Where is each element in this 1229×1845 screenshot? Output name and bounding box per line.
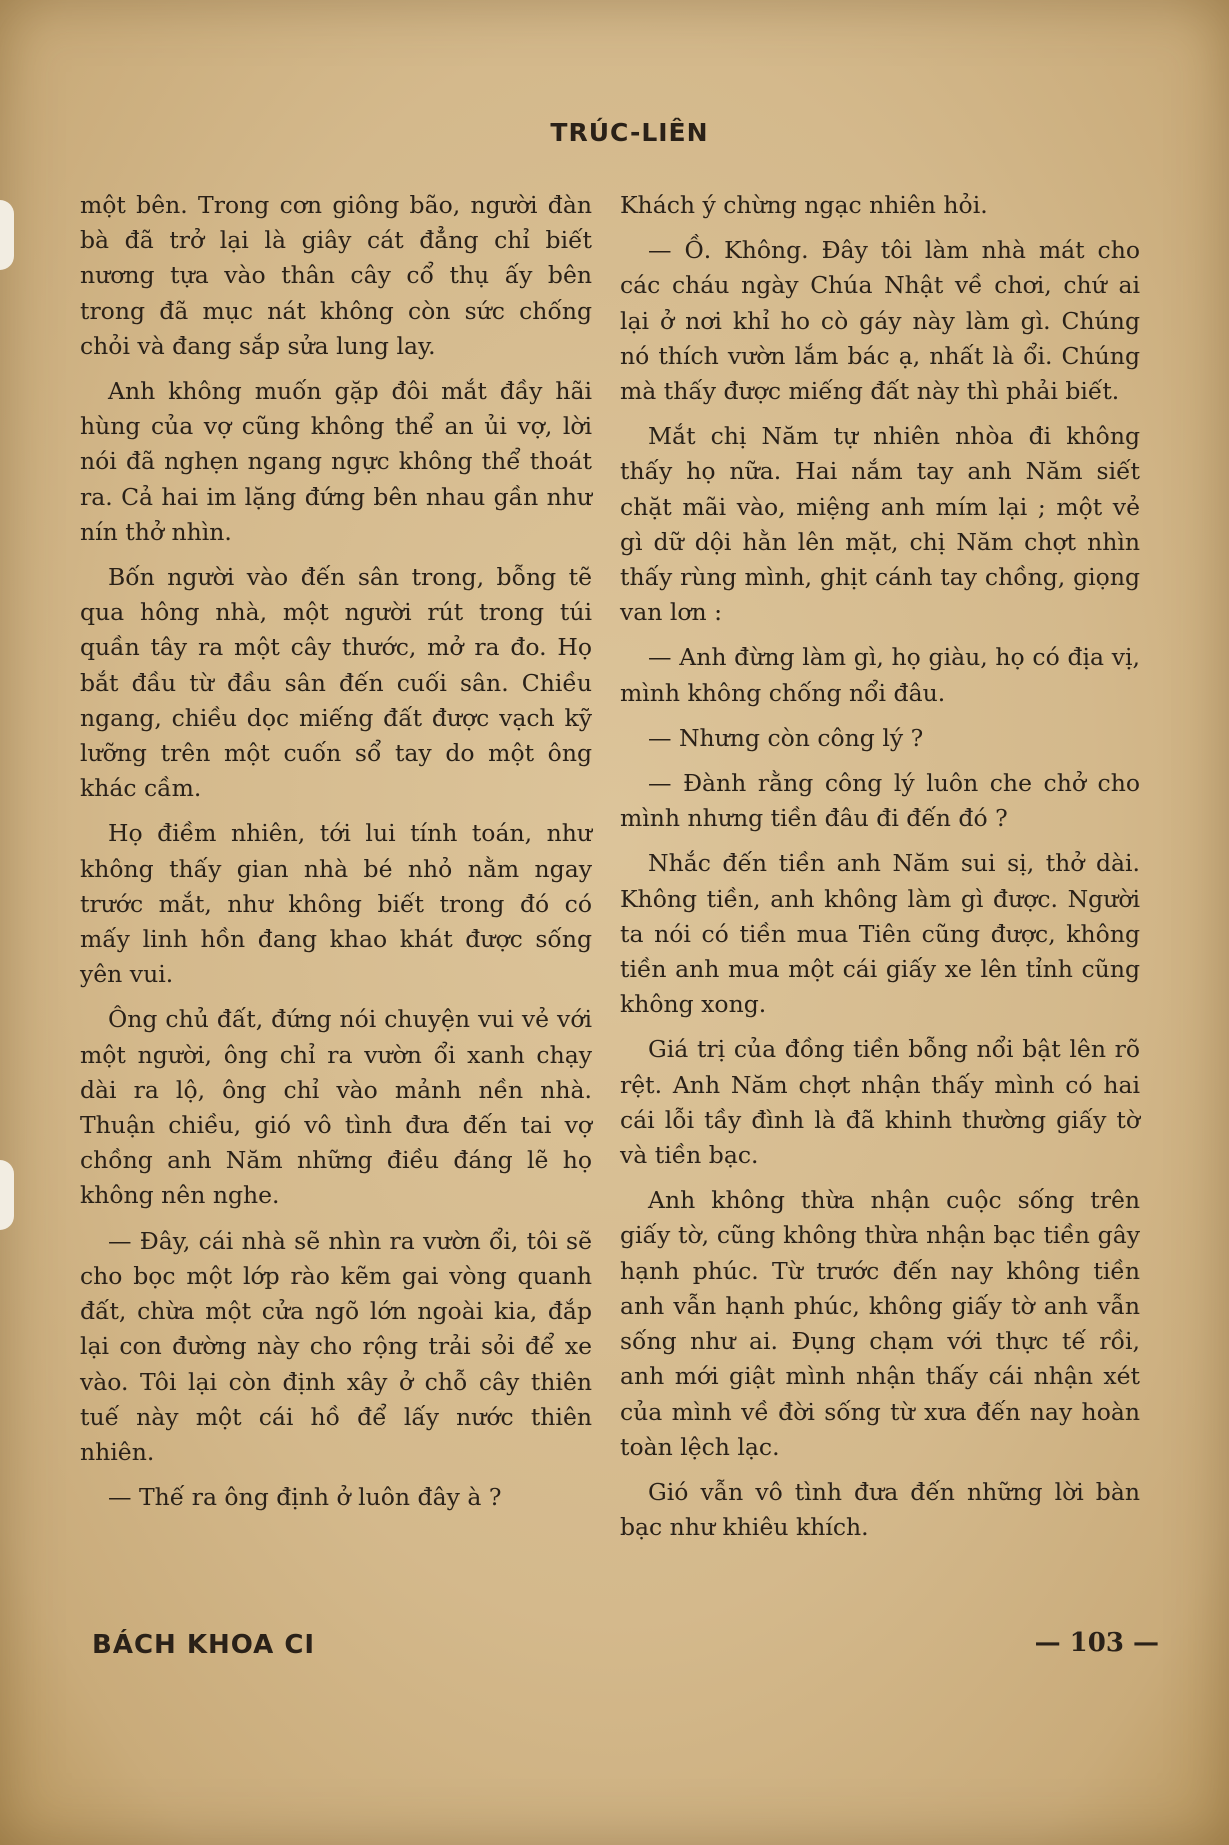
paragraph: Mắt chị Năm tự nhiên nhòa đi không thấy họ nữa. Hai nắm tay anh Năm siết chặt mãi vào, miệng anh mím lại ; một vẻ gì dữ dội hằn lên mặt, chị Năm chợt nhìn thấy rùng mình, ghịt cánh tay chồng, giọng van lơn :: [620, 422, 1140, 627]
paragraph: Khách ý chừng ngạc nhiên hỏi.: [620, 191, 988, 219]
paragraph: Họ điềm nhiên, tới lui tính toán, như không thấy gian nhà bé nhỏ nằm ngay trước mắt, như không biết trong đó có mấy linh hồn đang khao khát được sống yên vui.: [80, 819, 592, 989]
binding-hole: [0, 200, 14, 270]
paragraph: — Đây, cái nhà sẽ nhìn ra vườn ổi, tôi sẽ cho bọc một lớp rào kẽm gai vòng quanh đất, chừa một cửa ngõ lớn ngoài kia, đắp lại con đường này cho rộng trải sỏi để xe vào. Tôi lại còn định xây ở chỗ cây thiên tuế này một cái hồ để lấy nước thiên nhiên.: [80, 1226, 592, 1466]
paragraph: — Anh đừng làm gì, họ giàu, họ có địa vị, mình không chống nổi đâu.: [620, 643, 1140, 707]
right-column: [620, 188, 1140, 1555]
paragraph: — Đành rằng công lý luôn che chở cho mình nhưng tiền đâu đi đến đó ?: [620, 769, 1140, 833]
paragraph: Gió vẫn vô tình đưa đến những lời bàn bạc như khiêu khích.: [620, 1477, 1140, 1542]
paragraph: Bốn người vào đến sân trong, bỗng tẽ qua hông nhà, một người rút trong túi quần tây ra một cây thước, mở ra đo. Họ bắt đầu từ đầu sân đến cuối sân. Chiều ngang, chiều dọc miếng đất được vạch kỹ lưỡng trên một cuốn sổ tay do một ông khác cầm.: [80, 563, 592, 803]
paragraph: — Nhưng còn công lý ?: [648, 723, 924, 752]
paragraph: Anh không thừa nhận cuộc sống trên giấy tờ, cũng không thừa nhận bạc tiền gây hạnh phúc. Từ trước đến nay không tiền anh vẫn hạnh phúc, không giấy tờ anh vẫn sống như ai. Đụng chạm với thực tế rồi, anh mới giật mình nhận thấy cái nhận xét của mình về đời sống từ xưa đến nay hoàn toàn lệch lạc.: [620, 1186, 1140, 1461]
paragraph: Anh không muốn gặp đôi mắt đầy hãi hùng của vợ cũng không thể an ủi vợ, lời nói đã nghẹn ngang ngực không thể thoát ra. Cả hai im lặng đứng bên nhau gần như nín thở nhìn.: [80, 377, 592, 546]
paragraph: — Thế ra ông định ở luôn đây à ?: [108, 1483, 502, 1512]
magazine-name: BÁCH KHOA CI: [92, 1630, 316, 1660]
paragraph: Nhắc đến tiền anh Năm sui sị, thở dài. Không tiền, anh không làm gì được. Người ta nói có tiền mua Tiên cũng được, không tiền anh mua một cái giấy xe lên tỉnh cũng không xong.: [620, 849, 1140, 1019]
paragraph: một bên. Trong cơn giông bão, người đàn bà đã trở lại là giây cát đẳng chỉ biết nương tựa vào thân cây cổ thụ ấy bên trong đã mục nát không còn sức chống chỏi và đang sắp sửa lung lay.: [80, 191, 592, 360]
paragraph: Giá trị của đồng tiền bỗng nổi bật lên rõ rệt. Anh Năm chợt nhận thấy mình có hai cái lỗi tầy đình là đã khinh thường giấy tờ và tiền bạc.: [620, 1035, 1140, 1170]
running-title: TRÚC-LIÊN: [550, 118, 709, 147]
binding-hole: [0, 1160, 14, 1230]
paragraph: Ông chủ đất, đứng nói chuyện vui vẻ với một người, ông chỉ ra vườn ổi xanh chạy dài ra lộ, ông chỉ vào mảnh nền nhà. Thuận chiều, gió vô tình đưa đến tai vợ chồng anh Năm những điều đáng lẽ họ không nên nghe.: [80, 1005, 592, 1210]
left-column: [80, 188, 592, 1525]
page-number: — 103 —: [1034, 1628, 1159, 1658]
paragraph: — Ồ. Không. Đây tôi làm nhà mát cho các cháu ngày Chúa Nhật về chơi, chứ ai lại ở nơi khỉ ho cò gáy này làm gì. Chúng nó thích vườn lắm bác ạ, nhất là ổi. Chúng mà thấy được miếng đất này thì phải biết.: [620, 236, 1140, 406]
